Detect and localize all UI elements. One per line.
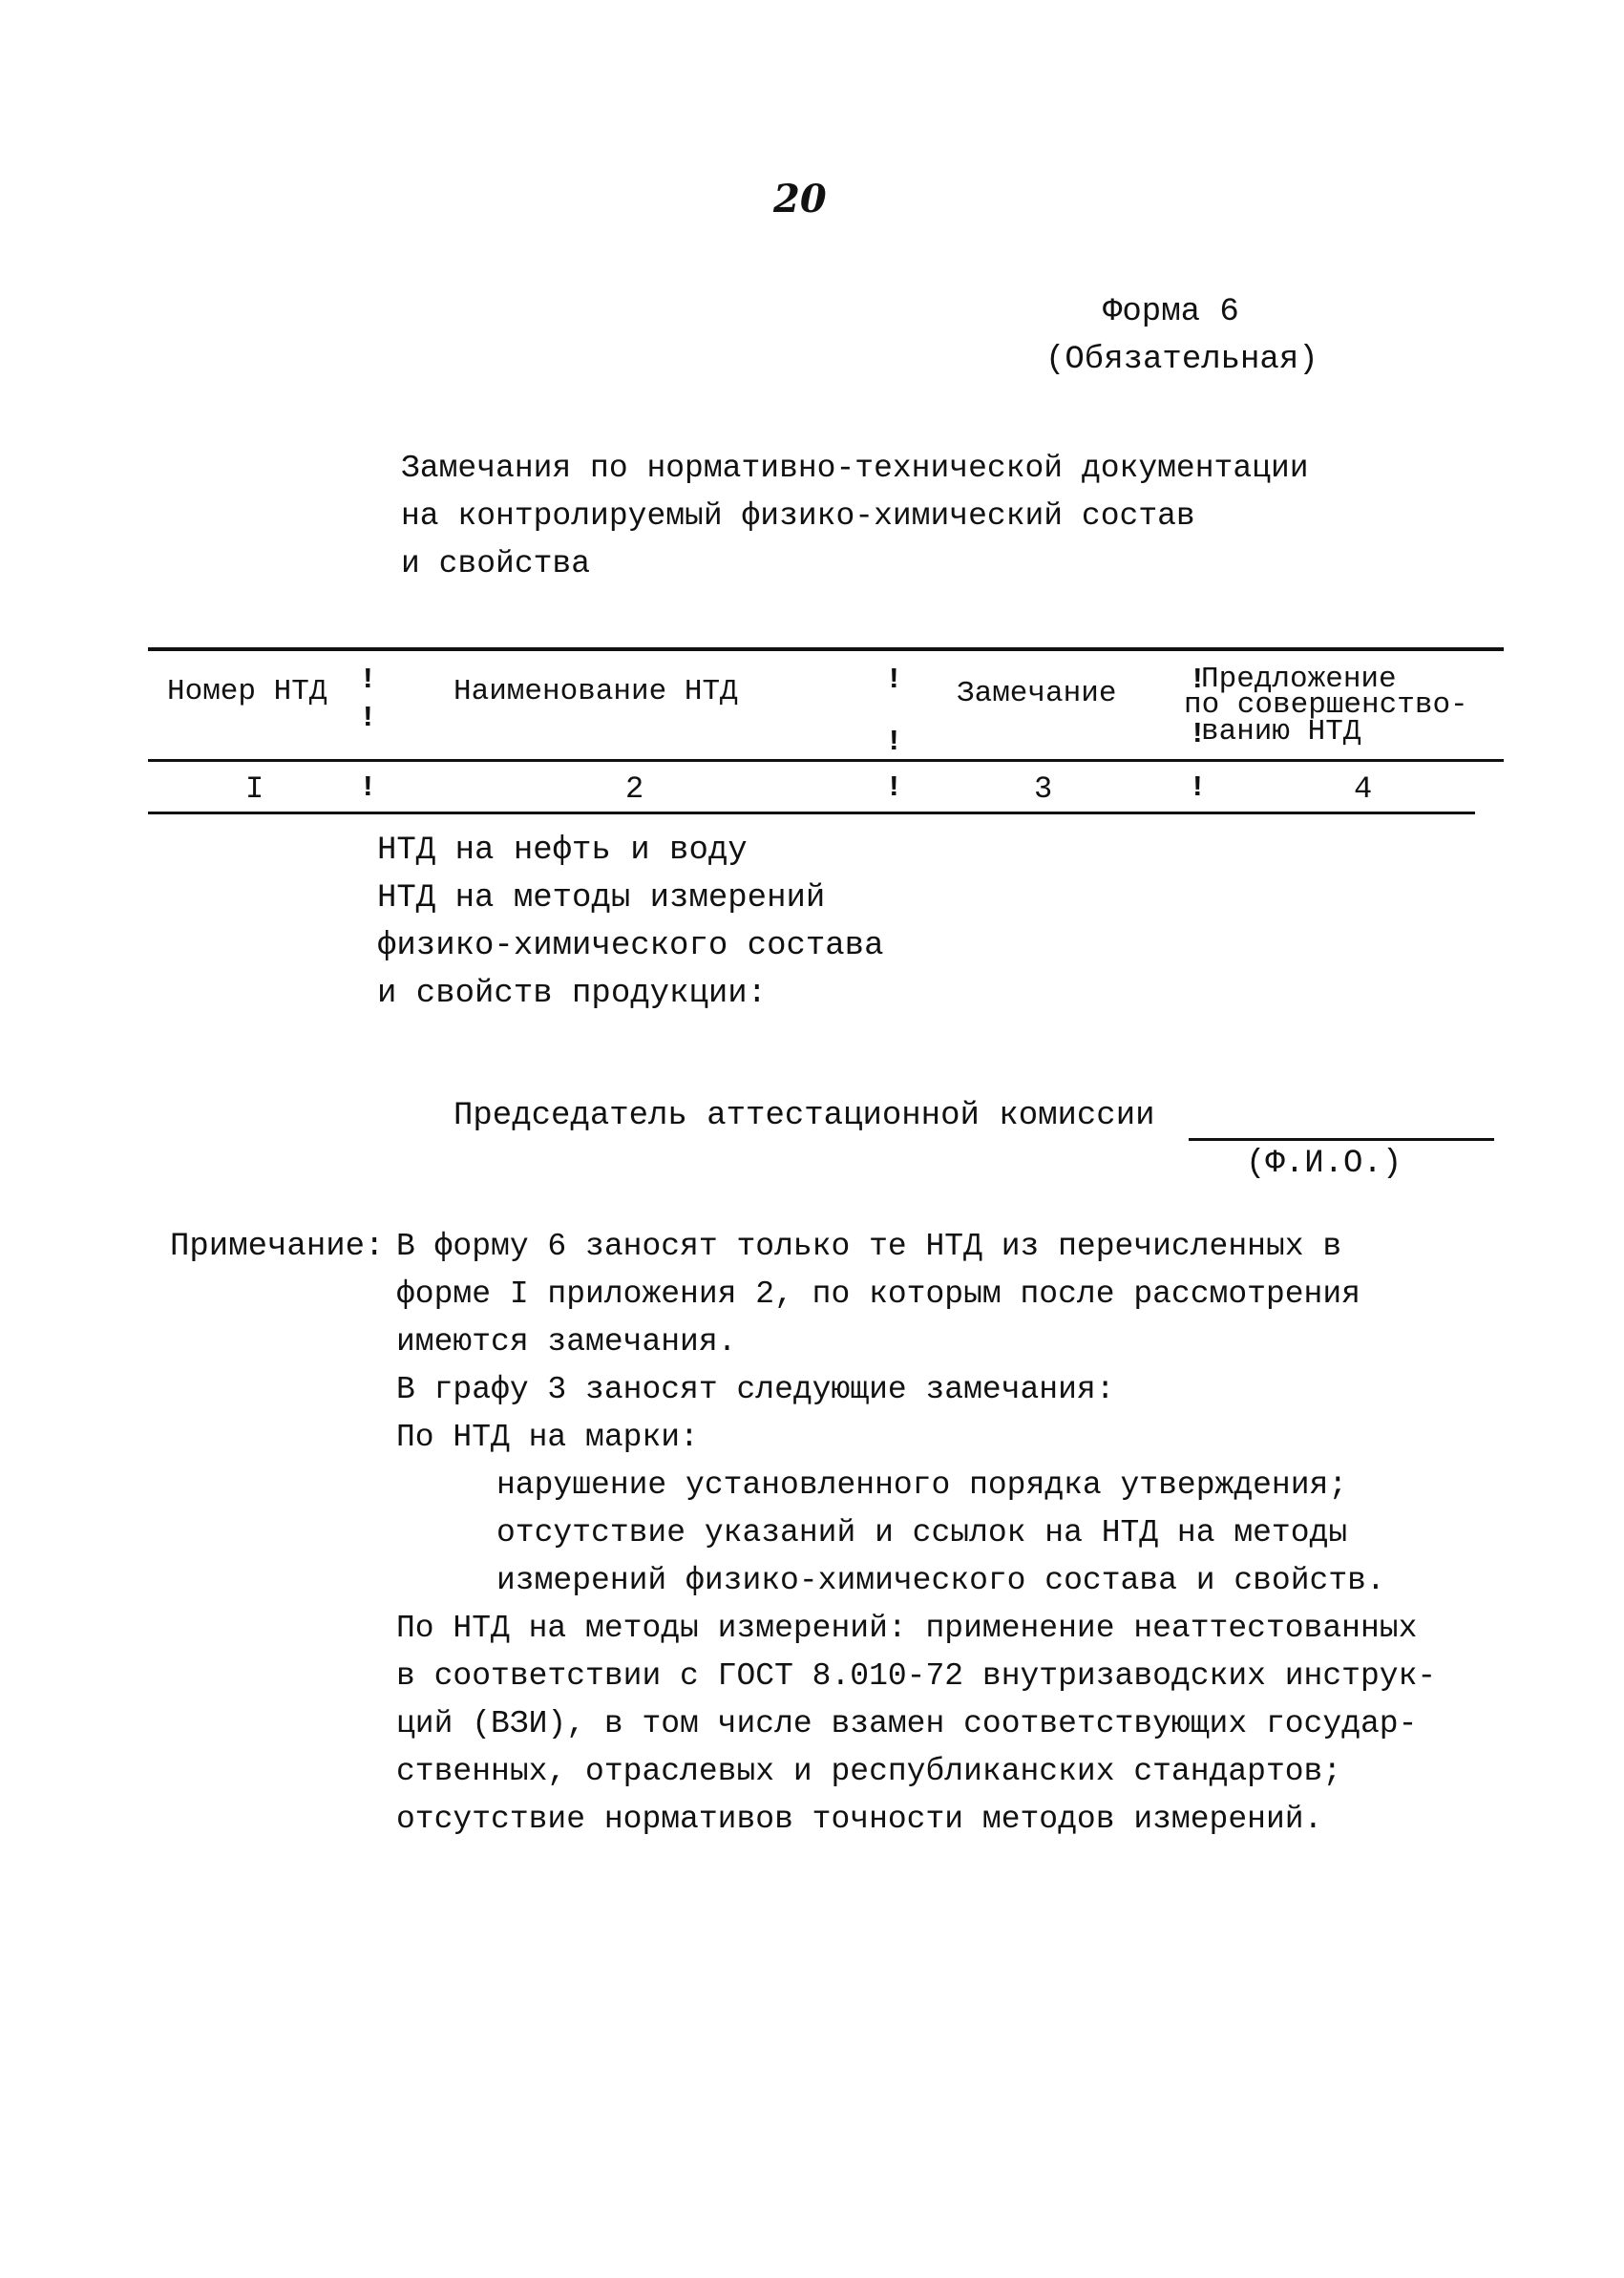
table-header-rule [148, 759, 1504, 762]
form-mandatory-note: (Обязательная) [1045, 342, 1318, 378]
column-number-2: 2 [625, 771, 644, 807]
form-label: Форма 6 [1103, 294, 1239, 330]
note-line-6: нарушение установленного порядка утверждения; [496, 1467, 1348, 1503]
column-separator: ! [359, 664, 377, 697]
column-number-3: 3 [1034, 771, 1053, 807]
content-line-2: НТД на методы измерений [377, 880, 826, 917]
signature-fio: (Ф.И.О.) [1246, 1146, 1403, 1182]
note-line-4: В графу 3 заносят следующие замечания: [396, 1372, 1115, 1407]
signature-line [1189, 1138, 1494, 1141]
table-bottom-rule [148, 812, 1475, 814]
note-line-7: отсутствие указаний и ссылок на НТД на методы [496, 1515, 1348, 1550]
column-number-4: 4 [1354, 771, 1373, 807]
column-separator: ! [359, 702, 377, 735]
content-line-1: НТД на нефть и воду [377, 833, 748, 869]
note-line-8: измерений физико-химического состава и свойств. [496, 1563, 1385, 1598]
note-label: Примечание: [170, 1229, 385, 1265]
note-line-1: В форму 6 заносят только те НТД из перечисленных в [396, 1229, 1342, 1264]
note-line-13: отсутствие нормативов точности методов измерений. [396, 1802, 1323, 1837]
column-separator: ! [885, 771, 903, 805]
title-line-2: на контролируемый физико-химический состав [401, 498, 1195, 534]
column-separator: ! [359, 771, 377, 805]
column-number-1: I [245, 771, 264, 807]
column-separator: ! [1189, 664, 1207, 697]
header-proposal-line-2: по совершенство- [1184, 688, 1468, 722]
column-separator: ! [885, 664, 903, 697]
header-proposal-line-1: Предложение [1201, 663, 1397, 696]
note-line-10: в соответствии с ГОСТ 8.010-72 внутризаводских инструк- [396, 1658, 1437, 1694]
chairman-signature-label: Председатель аттестационной комиссии [453, 1098, 1155, 1134]
content-line-3: физико-химического состава [377, 928, 884, 964]
column-separator: ! [1189, 771, 1207, 805]
note-line-5: По НТД на марки: [396, 1420, 699, 1455]
header-proposal-line-3: ванию НТД [1201, 715, 1361, 749]
header-remark: Замечание [957, 677, 1117, 710]
note-line-2: форме I приложения 2, по которым после рассмотрения [396, 1276, 1360, 1312]
note-line-12: ственных, отраслевых и республиканских стандартов; [396, 1754, 1342, 1789]
header-ntd-number: Номер НТД [167, 675, 327, 708]
note-line-11: ций (ВЗИ), в том числе взамен соответствующих государ- [396, 1706, 1418, 1741]
content-line-4: и свойств продукции: [377, 976, 768, 1012]
title-line-1: Замечания по нормативно-технической документации [401, 451, 1309, 486]
column-separator: ! [885, 726, 903, 759]
column-separator: ! [1189, 718, 1207, 751]
note-line-9: По НТД на методы измерений: применение неаттестованных [396, 1611, 1418, 1646]
title-line-3: и свойства [401, 546, 591, 581]
page-number: 20 [773, 177, 827, 221]
header-ntd-name: Наименование НТД [453, 675, 738, 708]
table-top-rule [148, 647, 1504, 651]
note-line-3: имеются замечания. [396, 1324, 737, 1360]
